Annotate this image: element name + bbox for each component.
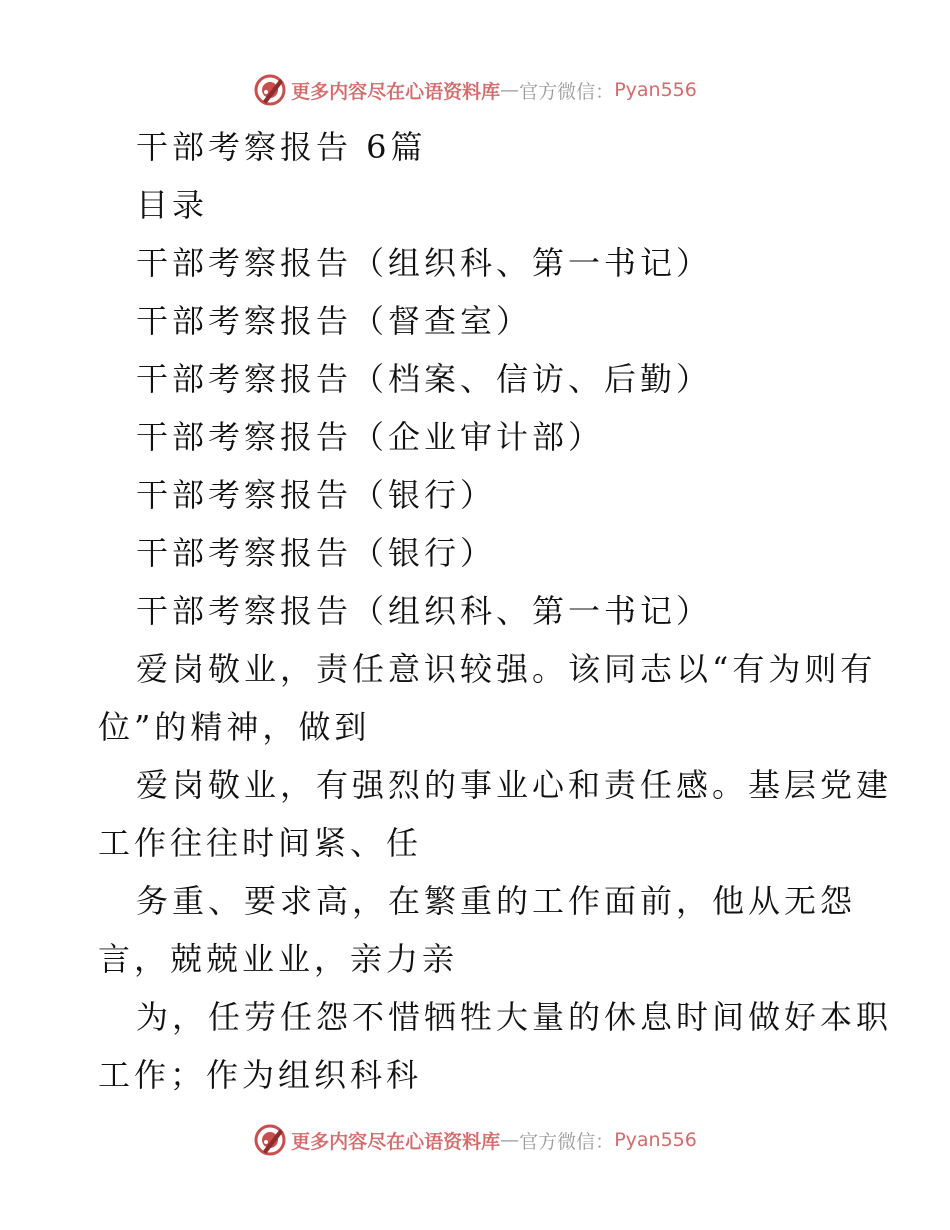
watermark-text: 更多内容尽在心语资料库 — [291, 80, 501, 103]
watermark-label: 官方微信： — [519, 1130, 615, 1153]
watermark-separator: — — [500, 1129, 520, 1151]
toc-item: 干部考察报告（组织科、第一书记） — [136, 244, 713, 282]
paragraph-line: 位”的精神，做到 — [98, 708, 371, 746]
paragraph-line: 爱岗敬业，责任意识较强。该同志以“有为则有 — [136, 650, 877, 688]
toc-item: 干部考察报告（档案、信访、后勤） — [136, 360, 713, 398]
paragraph-line: 工作往往时间紧、任 — [98, 824, 423, 862]
watermark-wechat-id: Pyan556 — [614, 79, 697, 101]
footer-watermark — [0, 1120, 950, 1160]
toc-item: 干部考察报告（企业审计部） — [136, 418, 605, 456]
watermark-separator: — — [500, 79, 520, 101]
document-title: 干部考察报告 6篇 — [136, 128, 427, 166]
toc-item: 干部考察报告（督查室） — [136, 302, 533, 340]
paragraph-line: 务重、要求高，在繁重的工作面前，他从无怨 — [136, 882, 857, 920]
header-watermark — [0, 70, 950, 110]
paragraph-line: 工作；作为组织科科 — [98, 1056, 423, 1094]
paragraph-line: 言，兢兢业业，亲力亲 — [98, 940, 459, 978]
watermark-text: 更多内容尽在心语资料库 — [291, 1130, 501, 1153]
watermark-label: 官方微信： — [519, 80, 615, 103]
toc-item: 干部考察报告（银行） — [136, 534, 497, 572]
toc-heading: 目录 — [136, 186, 209, 224]
paragraph-line: 爱岗敬业，有强烈的事业心和责任感。基层党建 — [136, 766, 893, 804]
section-heading: 干部考察报告（组织科、第一书记） — [136, 592, 713, 630]
document-body — [98, 118, 893, 1104]
pen-logo-icon — [253, 1123, 287, 1157]
pen-logo-icon — [253, 73, 287, 107]
toc-item: 干部考察报告（银行） — [136, 476, 497, 514]
watermark-wechat-id: Pyan556 — [614, 1129, 697, 1151]
paragraph-line: 为，任劳任怨不惜牺牲大量的休息时间做好本职 — [136, 998, 893, 1036]
